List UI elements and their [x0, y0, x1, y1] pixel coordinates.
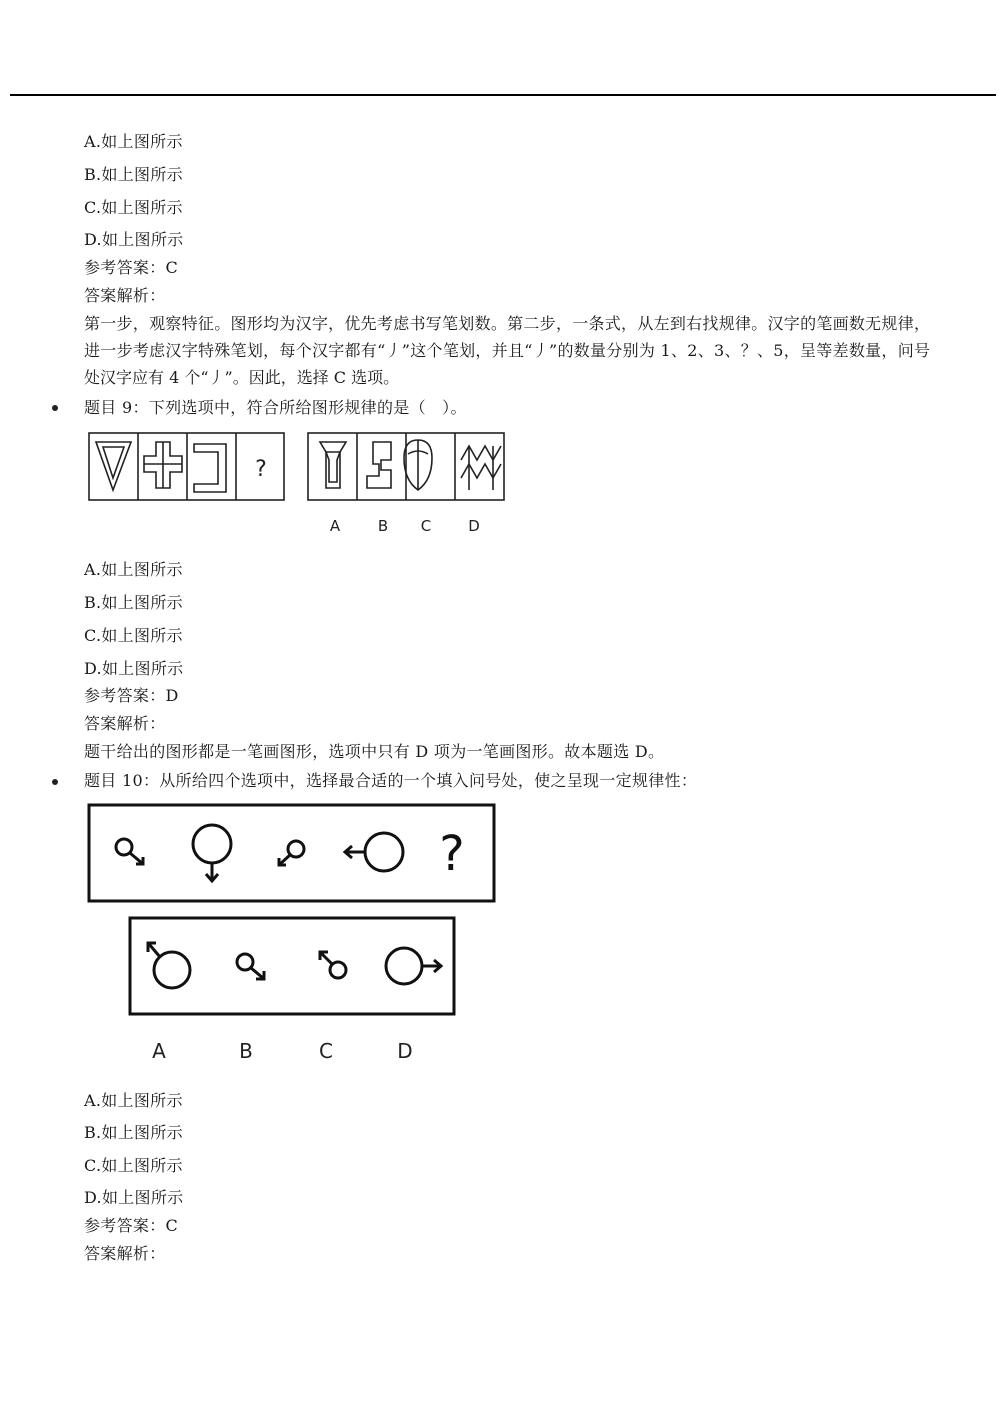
option-b-glyph — [367, 442, 391, 488]
q9-option-d: D.如上图所示 — [84, 659, 184, 678]
q10-label-d: D — [397, 1039, 413, 1063]
q9-figure — [86, 430, 516, 540]
q10-option-c: C.如上图所示 — [84, 1156, 183, 1175]
q9-label-c: C — [420, 517, 432, 535]
q9-question-mark: ? — [255, 457, 267, 482]
q10-label-a: A — [152, 1039, 166, 1063]
q10-analysis-label: 答案解析： — [84, 1244, 166, 1263]
q9-label-b: B — [377, 517, 389, 535]
q10-figure — [86, 802, 506, 1067]
q10-bullet — [52, 779, 58, 785]
q10-option-b: B.如上图所示 — [84, 1123, 183, 1142]
q9-analysis-label: 答案解析： — [84, 714, 166, 733]
option-d-glyph — [461, 446, 501, 460]
q10-question: 题目 10：从所给四个选项中，选择最合适的一个填入问号处，使之呈现一定规律性： — [84, 771, 698, 790]
q8-option-b: B.如上图所示 — [84, 165, 183, 184]
q10-option-d: D.如上图所示 — [84, 1188, 184, 1207]
q9-analysis-text: 题干给出的图形都是一笔画图形，选项中只有 D 项为一笔画图形。故本题选 D。 — [84, 742, 665, 761]
q8-analysis-text: 第一步，观察特征。图形均为汉字，优先考虑书写笔划数。第二步，一条式，从左到右找规律。汉字的笔画数无规律，进一步考虑汉字特殊笔划，每个汉字都有“丿”这个笔划，并且“丿”的数量分别为 1、2、3、？、5，呈等差数量，问号处汉字应有 4 个“丿”。因此，选择 C 选项。 — [84, 314, 930, 387]
q10-options-frame — [130, 918, 454, 1014]
q8-analysis-label: 答案解析： — [84, 286, 166, 305]
q9-bullet — [52, 405, 58, 411]
q8-option-d: D.如上图所示 — [84, 230, 184, 249]
q9-label-d: D — [468, 517, 480, 535]
q8-option-a: A.如上图所示 — [84, 132, 183, 151]
header-rule — [10, 94, 996, 96]
q9-option-c: C.如上图所示 — [84, 626, 183, 645]
q8-answer: 参考答案：C — [84, 258, 179, 277]
q10-figure-svg — [86, 802, 506, 1067]
triangle-glyph — [96, 442, 131, 490]
option-a-glyph — [320, 442, 346, 488]
q9-option-a: A.如上图所示 — [84, 560, 183, 579]
q10-stem-frame — [89, 805, 494, 901]
q9-label-a: A — [329, 517, 341, 535]
bracket-glyph — [194, 444, 226, 492]
q8-option-c: C.如上图所示 — [84, 198, 183, 217]
q9-option-b: B.如上图所示 — [84, 593, 183, 612]
q9-figure-svg — [86, 430, 516, 540]
q10-label-c: C — [319, 1039, 333, 1063]
q10-answer: 参考答案：C — [84, 1216, 179, 1235]
q9-question: 题目 9：下列选项中，符合所给图形规律的是（ ）。 — [84, 398, 467, 417]
q10-option-a: A.如上图所示 — [84, 1091, 183, 1110]
q9-answer: 参考答案：D — [84, 686, 179, 705]
q10-question-mark: ? — [439, 826, 465, 882]
q10-label-b: B — [239, 1039, 253, 1063]
